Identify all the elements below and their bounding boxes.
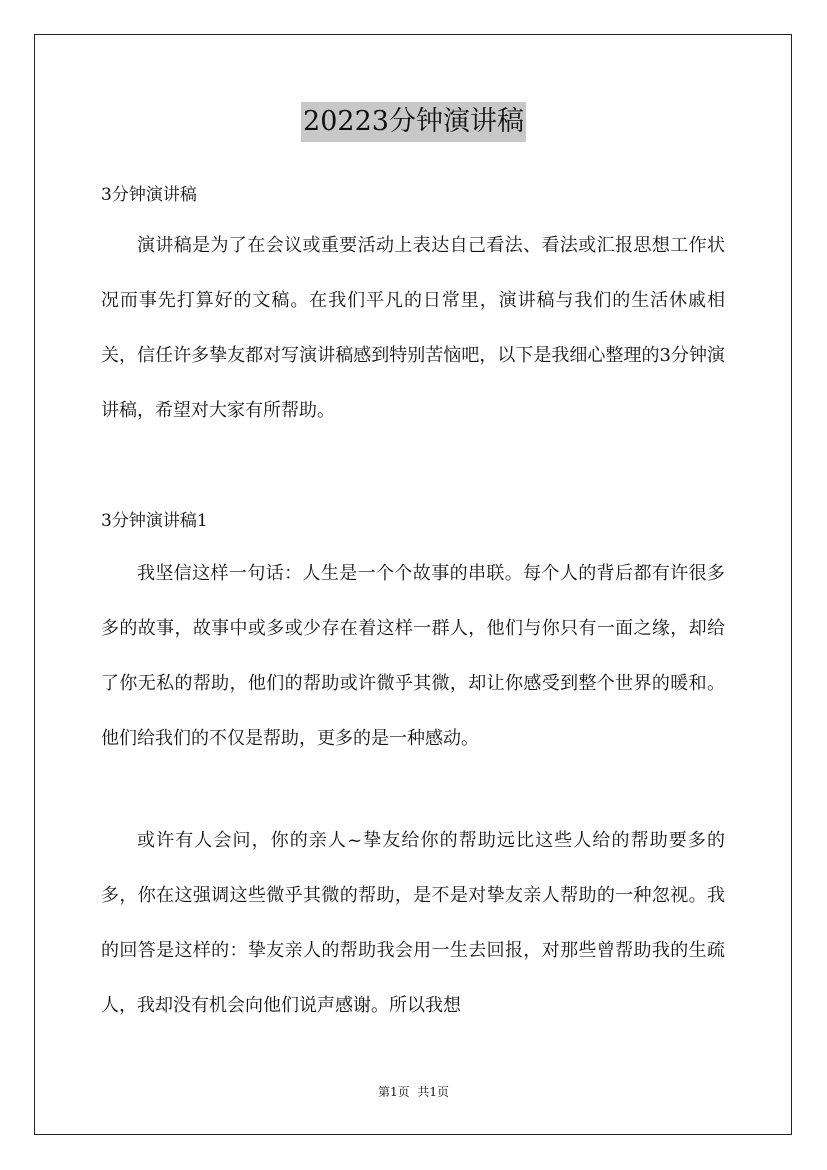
section-heading-1: 3分钟演讲稿1 bbox=[101, 511, 208, 531]
page-number: 第1页 bbox=[378, 1085, 410, 1099]
title-container bbox=[0, 102, 827, 142]
intro-paragraph: 演讲稿是为了在会议或重要活动上表达自己看法、看法或汇报思想工作状况而事先打算好的文稿。在我们平凡的日常里，演讲稿与我们的生活休戚相关，信任许多挚友都对写演讲稿感到特别苦恼吧，以下是我细心整理的3分钟演讲稿，希望对大家有所帮助。 bbox=[101, 235, 725, 421]
section-1-paragraph-2: 或许有人会问，你的亲人~挚友给你的帮助远比这些人给的帮助要多的多，你在这强调这些微乎其微的帮助，是不是对挚友亲人帮助的一种忽视。我的回答是这样的：挚友亲人的帮助我会用一生去回报，对那些曾帮助我的生疏人，我却没有机会向他们说声感谢。所以我想 bbox=[101, 830, 725, 1016]
page-total: 共1页 bbox=[417, 1085, 449, 1099]
page-footer bbox=[0, 1084, 827, 1100]
section-heading-intro: 3分钟演讲稿 bbox=[101, 185, 197, 205]
document-title: 20223分钟演讲稿 bbox=[301, 102, 526, 142]
section-1-paragraph-1: 我坚信这样一句话：人生是一个个故事的串联。每个人的背后都有许很多多的故事，故事中或多或少存在着这样一群人，他们与你只有一面之缘，却给了你无私的帮助，他们的帮助或许微乎其微，却让你感受到整个世界的暖和。他们给我们的不仅是帮助，更多的是一种感动。 bbox=[101, 563, 725, 749]
